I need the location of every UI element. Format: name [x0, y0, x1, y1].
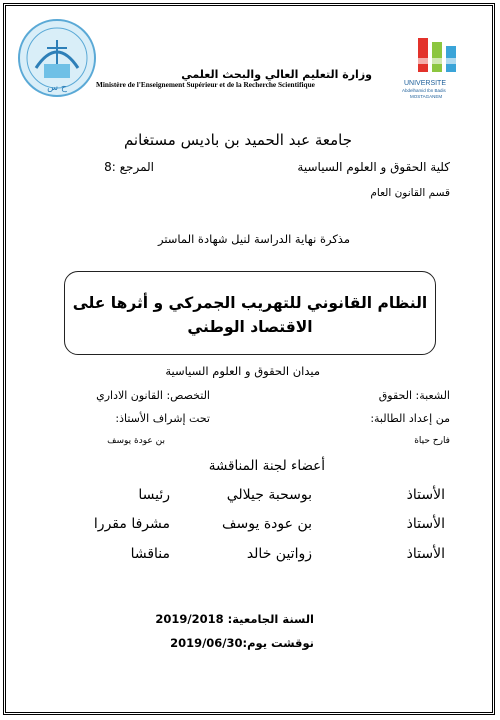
reference-number: المرجع :8: [104, 160, 154, 174]
field-of-study: ميدان الحقوق و العلوم السياسية: [165, 364, 320, 378]
committee-member-name: بن عودة يوسف: [222, 516, 312, 532]
ministry-arabic: وزارة التعليم العالي والبحث العلمي: [181, 68, 372, 81]
branch: الشعبة: الحقوق: [378, 389, 450, 402]
thesis-title-line-1: النظام القانوني للتهريب الجمركي و أثرها على: [72, 294, 428, 312]
defense-date: نوقشت يوم:2019/06/30: [170, 636, 314, 650]
thesis-title-box: [64, 271, 436, 355]
supervisor-name: بن عودة يوسف: [107, 436, 165, 446]
committee-member-name: زواتين خالد: [246, 546, 312, 562]
university-logo-city: MOSTAGANEM: [410, 94, 443, 99]
ministry-french: Ministère de l'Enseignement Supérieur et de la Recherche Scientifique: [96, 80, 315, 89]
academic-year: السنة الجامعية: 2019/2018: [155, 612, 314, 626]
page-border: [3, 3, 495, 715]
specialty: التخصص: القانون الاداري: [96, 389, 210, 402]
committee-member-role: مناقشا: [130, 546, 170, 562]
committee-member-role: مشرفا مقررا: [93, 516, 170, 532]
supervised-by-label: تحت إشراف الأستاذ:: [115, 412, 210, 425]
memoir-label: مذكرة نهاية الدراسة لنيل شهادة الماستر: [157, 232, 350, 246]
faculty-logo: [14, 14, 100, 102]
university-name: جامعة عبد الحميد بن باديس مستغانم: [123, 131, 352, 149]
department-name: قسم القانون العام: [370, 187, 450, 199]
faculty-name: كلية الحقوق و العلوم السياسية: [297, 160, 450, 174]
committee-heading: أعضاء لجنة المناقشة: [208, 458, 325, 474]
university-logo-subtext: Abdelhamid Ibn Badis: [402, 88, 446, 93]
thesis-title-line-2: الاقتصاد الوطني: [187, 318, 313, 336]
committee-member-name: بوسحبة جيلالي: [226, 487, 312, 503]
svg-text:ح س: ح س: [47, 83, 67, 93]
committee-member-title: الأستاذ: [406, 516, 445, 532]
student-name: فارح حياة: [414, 436, 450, 446]
university-logo-text: UNIVERSITE: [404, 80, 447, 87]
committee-member-role: رئيسا: [138, 487, 170, 503]
committee-member-title: الأستاذ: [406, 546, 445, 562]
prepared-by-label: من إعداد الطالبة:: [370, 412, 450, 425]
committee-member-title: الأستاذ: [406, 487, 445, 503]
